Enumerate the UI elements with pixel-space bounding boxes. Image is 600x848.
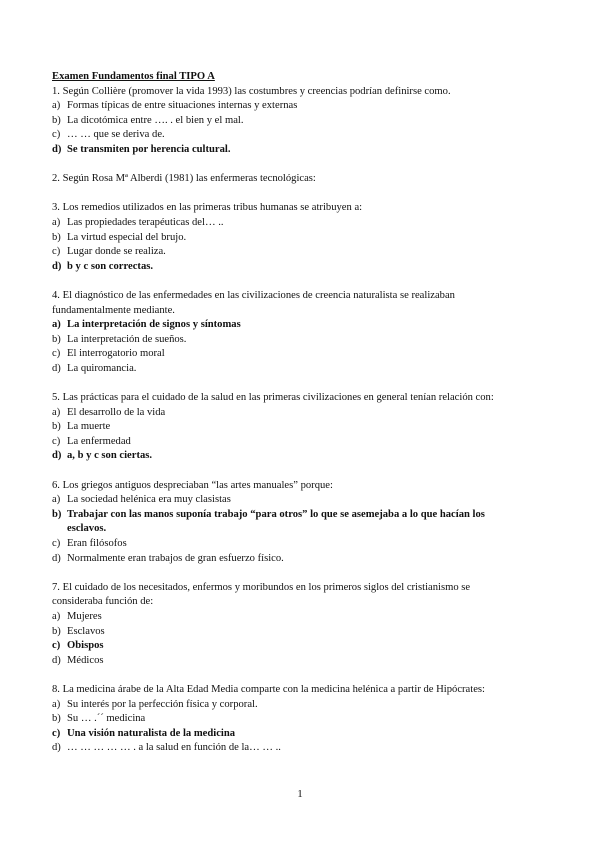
option-text: Trabajar con las manos suponía trabajo “para otros” lo que se asemejaba a lo que hacían los esclavos.: [67, 508, 485, 535]
option-label: d): [52, 362, 61, 374]
option-label: a): [52, 698, 61, 710]
option-label: a): [52, 494, 61, 506]
option-text: Su … .´´ medicina: [67, 713, 146, 725]
option-text: b y c son correctas.: [67, 260, 154, 272]
answer-option: [52, 114, 522, 129]
option-text: Obispos: [67, 640, 104, 652]
option-text: … … que se deriva de.: [67, 129, 165, 141]
option-text: La quiromancia.: [67, 362, 137, 374]
option-text: La enfermedad: [67, 435, 131, 447]
option-label: c): [52, 348, 61, 360]
option-label: a): [52, 406, 61, 418]
option-label: c): [52, 435, 61, 447]
option-label: b): [52, 421, 61, 433]
answer-option: [52, 654, 522, 669]
option-text: Una visión naturalista de la medicina: [67, 727, 236, 739]
answer-option: [52, 712, 522, 727]
question-block: [52, 201, 522, 289]
option-text: Eran filósofos: [67, 538, 127, 549]
question-block: [52, 391, 522, 479]
spacer: [52, 158, 522, 173]
answer-option: [52, 128, 522, 143]
answer-option: [52, 610, 522, 625]
option-label: d): [52, 143, 62, 155]
option-text: … … … … … . a la salud en función de la… … ..: [67, 742, 281, 754]
question-block: [52, 683, 522, 756]
option-label: c): [52, 727, 61, 739]
answer-option: [52, 260, 522, 275]
answer-option: [52, 639, 522, 654]
option-text: La sociedad helénica era muy clasistas: [67, 494, 231, 506]
option-text: Formas típicas de entre situaciones internas y externas: [67, 100, 298, 112]
option-label: c): [52, 129, 61, 141]
question-block: [52, 172, 522, 201]
question-text: 2. Según Rosa Mª Alberdi (1981) las enfermeras tecnológicas:: [52, 173, 316, 185]
answer-option: [52, 493, 522, 508]
answer-option: [52, 99, 522, 114]
option-text: Esclavos: [67, 625, 105, 637]
option-label: b): [52, 333, 61, 345]
question-block: [52, 85, 522, 173]
question-block: [52, 289, 522, 391]
answer-option: [52, 727, 522, 742]
option-text: Médicos: [67, 654, 104, 666]
spacer: [52, 566, 522, 581]
exam-title: Examen Fundamentos final TIPO A: [52, 71, 215, 82]
option-text: La muerte: [67, 421, 111, 433]
question-text: 8. La medicina árabe de la Alta Edad Media comparte con la medicina helénica a partir de Hipócrates:: [52, 683, 485, 695]
answer-option: [52, 231, 522, 246]
answer-option: [52, 552, 522, 567]
option-label: b): [52, 231, 61, 243]
option-label: d): [52, 742, 61, 754]
option-label: d): [52, 552, 61, 564]
spacer: [52, 668, 522, 683]
option-text: Las propiedades terapéuticas del… ..: [67, 216, 224, 228]
question-text: 7. El cuidado de los necesitados, enfermos y moribundos en los primeros siglos del cristianismo se consideraba función de:: [52, 581, 471, 608]
option-text: La interpretación de sueños.: [67, 333, 187, 345]
answer-option: [52, 435, 522, 450]
option-label: a): [52, 319, 61, 331]
spacer: [52, 376, 522, 391]
option-label: a): [52, 610, 61, 622]
answer-option: [52, 406, 522, 421]
option-label: d): [52, 450, 62, 462]
answer-option: [52, 508, 522, 537]
answer-option: [52, 741, 522, 756]
option-label: c): [52, 640, 61, 652]
answer-option: [52, 245, 522, 260]
option-label: c): [52, 246, 61, 258]
option-label: a): [52, 216, 61, 228]
answer-option: [52, 216, 522, 231]
spacer: [52, 187, 522, 202]
option-text: La virtud especial del brujo.: [67, 231, 187, 243]
option-text: El interrogatorio moral: [67, 348, 165, 360]
option-label: d): [52, 260, 62, 272]
option-label: b): [52, 713, 61, 725]
option-text: Normalmente eran trabajos de gran esfuerzo físico.: [67, 552, 284, 564]
option-text: La interpretación de signos y síntomas: [67, 319, 241, 331]
document-page: [52, 70, 522, 756]
answer-option: [52, 449, 522, 464]
page-number: 1: [297, 788, 303, 800]
answer-option: [52, 537, 522, 552]
question-text: 5. Las prácticas para el cuidado de la salud en las primeras civilizaciones en general tenían relación con:: [52, 392, 494, 404]
question-text: 1. Según Collière (promover la vida 1993) las costumbres y creencias podrían definirse como.: [52, 85, 451, 97]
question-text: 3. Los remedios utilizados en las primeras tribus humanas se atribuyen a:: [52, 202, 363, 214]
question-block: [52, 581, 522, 683]
option-label: a): [52, 100, 61, 112]
option-text: Se transmiten por herencia cultural.: [67, 143, 231, 155]
answer-option: [52, 333, 522, 348]
option-text: Su interés por la perfección física y corporal.: [67, 698, 258, 710]
answer-option: [52, 143, 522, 158]
answer-option: [52, 625, 522, 640]
option-label: b): [52, 625, 61, 637]
option-text: Lugar donde se realiza.: [67, 246, 166, 258]
option-label: b): [52, 508, 62, 520]
option-text: a, b y c son ciertas.: [67, 450, 153, 462]
question-block: [52, 479, 522, 581]
option-text: La dicotómica entre …. . el bien y el mal.: [67, 114, 244, 126]
option-label: c): [52, 538, 61, 549]
option-text: El desarrollo de la vida: [67, 406, 166, 418]
question-text: 6. Los griegos antiguos despreciaban “las artes manuales” porque:: [52, 479, 333, 491]
question-text: 4. El diagnóstico de las enfermedades en las civilizaciones de creencia naturalista se realizaban fundamentalmente mediante.: [52, 289, 455, 316]
spacer: [52, 464, 522, 479]
answer-option: [52, 698, 522, 713]
answer-option: [52, 420, 522, 435]
spacer: [52, 274, 522, 289]
answer-option: [52, 362, 522, 377]
option-text: Mujeres: [67, 610, 102, 622]
answer-option: [52, 347, 522, 362]
question-list: [52, 85, 522, 756]
option-label: b): [52, 114, 61, 126]
answer-option: [52, 318, 522, 333]
option-label: d): [52, 654, 61, 666]
